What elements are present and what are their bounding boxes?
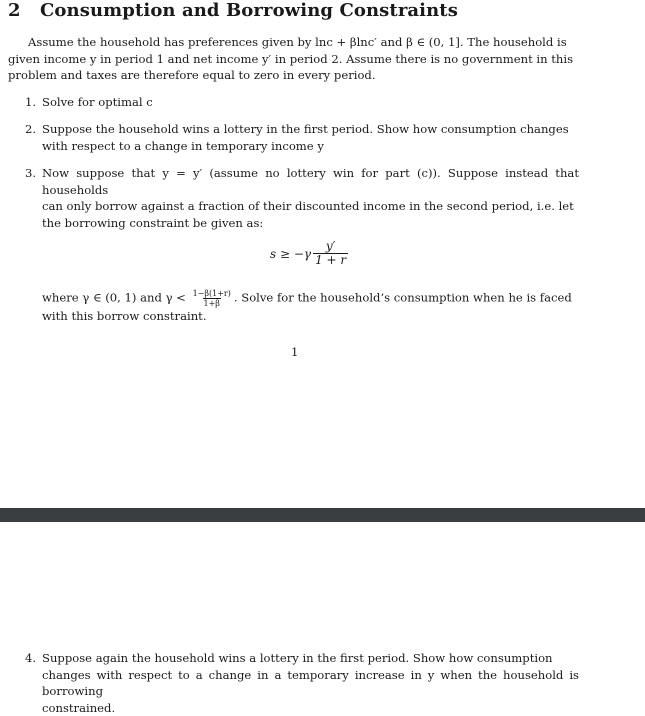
- item-line: Now suppose that y = y′ (assume no lottery win for part (c)). Suppose instead that households: [42, 165, 579, 198]
- inline-fraction: [192, 289, 232, 308]
- intro-line: Assume the household has preferences given by lnc + βlnc′ and β ∈ (0, 1]. The household is: [8, 34, 579, 51]
- section-number: 2: [8, 0, 40, 21]
- inline-text: where γ ∈ (0, 1) and γ <: [42, 291, 186, 305]
- inline-fraction-numerator: 1−β(1+r): [192, 289, 232, 298]
- item-number: 4.: [25, 650, 36, 667]
- item-line: the borrowing constraint be given as:: [42, 215, 579, 232]
- document-page-2: [0, 522, 645, 705]
- equation-fraction: [313, 240, 348, 267]
- section-heading: [8, 0, 458, 21]
- list-item-1: [42, 94, 579, 111]
- item-line: Suppose the household wins a lottery in the first period. Show how consumption changes: [42, 121, 579, 138]
- borrowing-constraint-equation: [270, 240, 348, 267]
- item-number: 1.: [25, 94, 36, 111]
- equation-lhs: s ≥ −γ: [270, 247, 311, 261]
- fraction-denominator: 1 + r: [313, 253, 348, 267]
- section-title: Consumption and Borrowing Constraints: [40, 0, 458, 21]
- item-number: 2.: [25, 121, 36, 138]
- inline-text: . Solve for the household’s consumption when he is faced: [234, 291, 572, 305]
- fraction-numerator: y′: [324, 240, 338, 253]
- item-line: Suppose again the household wins a lottery in the first period. Show how consumption: [42, 650, 579, 667]
- item-line: changes with respect to a change in a temporary increase in y when the household is borrowing: [42, 667, 579, 700]
- item-line: with this borrow constraint.: [42, 308, 579, 325]
- list-item-3: [42, 165, 579, 231]
- intro-line: problem and taxes are therefore equal to zero in every period.: [8, 67, 579, 84]
- intro-paragraph: [8, 34, 579, 84]
- list-item-2: [42, 121, 579, 154]
- item-line: constrained.: [42, 700, 579, 716]
- item-number: 3.: [25, 165, 36, 182]
- page-number: 1: [291, 345, 298, 359]
- item-line: with respect to a change in temporary income y: [42, 138, 579, 155]
- intro-line: given income y in period 1 and net income y′ in period 2. Assume there is no government in this: [8, 51, 579, 68]
- item-line: Solve for optimal c: [42, 94, 579, 111]
- inline-fraction-denominator: 1+β: [203, 298, 221, 308]
- item-3-continuation: [42, 289, 579, 325]
- list-item-4: [42, 650, 579, 716]
- page-separator: [0, 508, 645, 522]
- item-line: can only borrow against a fraction of their discounted income in the second period, i.e. let: [42, 198, 579, 215]
